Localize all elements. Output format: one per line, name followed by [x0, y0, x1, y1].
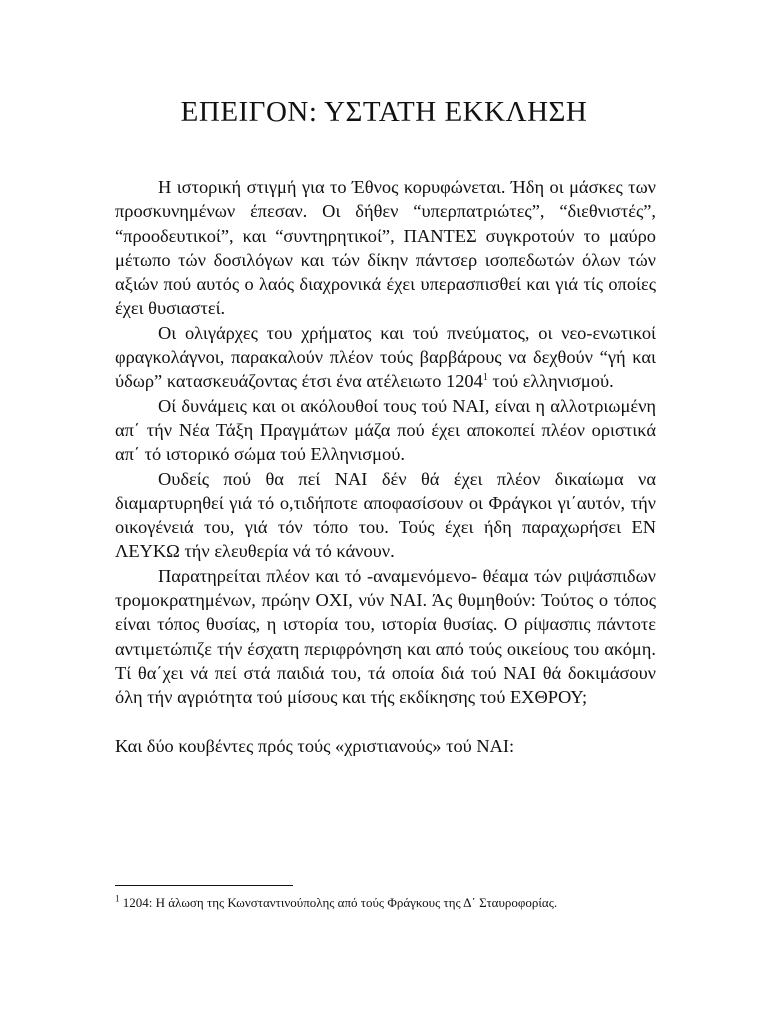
footnote-separator: [115, 885, 293, 886]
footnote-text: 1204: Η άλωση της Κωνσταντινούπολης από τούς Φράγκους της Δ΄ Σταυροφορίας.: [119, 895, 558, 910]
document-title: ΕΠΕΙΓΟΝ: ΥΣΤΑΤΗ ΕΚΚΛΗΣΗ: [180, 96, 588, 128]
paragraph-3: Οί δυνάμεις και οι ακόλουθοί τους τού ΝΑΙ, είναι η αλλοτριωμένη απ΄ τήν Νέα Τάξη Πραγμάτων μάζα πού έχει αποκοπεί πλέον οριστικά απ΄ τό ιστορικό σώμα τού Ελληνισμού.: [115, 395, 656, 465]
paragraph-4: Ουδείς πού θα πεί ΝΑΙ δέν θά έχει πλέον δικαίωμα να διαμαρτυρηθεί γιά τό ο,τιδήποτε αποφασίσουν οι Φράγκοι γι΄αυτόν, τήν οικογένειά του, γιά τόν τόπο του. Τούς έχει ήδη παραχωρήσει ΕΝ ΛΕΥΚΩ τήν ελευθερία νά τό κάνουν.: [115, 468, 656, 562]
paragraph-5: Παρατηρείται πλέον και τό -αναμενόμενο- θέαμα τών ριψάσπιδων τρομοκρατημένων, πρώην ΟΧΙ, νύν ΝΑΙ. Άς θυμηθούν: Τούτος ο τόπος είναι τόπος θυσίας, η ιστορία του, ιστορία θυσίας. Ο ρίψασπις πάντοτε αντιμετώπιζε τήν έσχατη περιφρόνηση και από τούς οικείους του ακόμη. Τί θα΄χει νά πεί στά παιδιά του, τά οποία διά τού ΝΑΙ θά δοκιμάσουν όλη τήν αγριότητα τού μίσους και τής εκδίκησης τού ΕΧΘΡΟΥ;: [115, 565, 656, 708]
document-body: [115, 175, 656, 758]
footnote: [115, 892, 656, 913]
footnote-reference[interactable]: 1: [482, 372, 488, 384]
paragraph-2: [115, 321, 656, 394]
closing-line: Και δύο κουβέντες πρός τούς «χριστιανούς» τού ΝΑΙ:: [115, 735, 515, 756]
paragraph-2-text: Οι ολιγάρχες του χρήματος και τού πνεύματος, οι νεο-ενωτικοί φραγκολάγνοι, παρακαλούν πλέον τούς βαρβάρους να δεχθούν “γή και ύδωρ” κατασκευάζοντας έτσι ένα ατέλειωτο 1204: [115, 322, 656, 392]
paragraph-2-tail: τού ελληνισμού.: [487, 371, 614, 392]
footnote-marker: 1: [115, 893, 120, 904]
paragraph-1: Η ιστορική στιγμή για το Έθνος κορυφώνεται. Ήδη οι μάσκες των προσκυνημένων έπεσαν. Οι δήθεν “υπερπατριώτες”, “διεθνιστές”, “προοδευτικοί”, και “συντηρητικοί”, ΠΑΝΤΕΣ συγκροτούν το μαύρο μέτωπο τών δοσιλόγων και τών δίκην πάντσερ ισοπεδωτών όλων τών αξιών πού αυτός ο λαός διαχρονικά έχει υπερασπισθεί και γιά τίς οποίες έχει θυσιαστεί.: [115, 177, 656, 319]
